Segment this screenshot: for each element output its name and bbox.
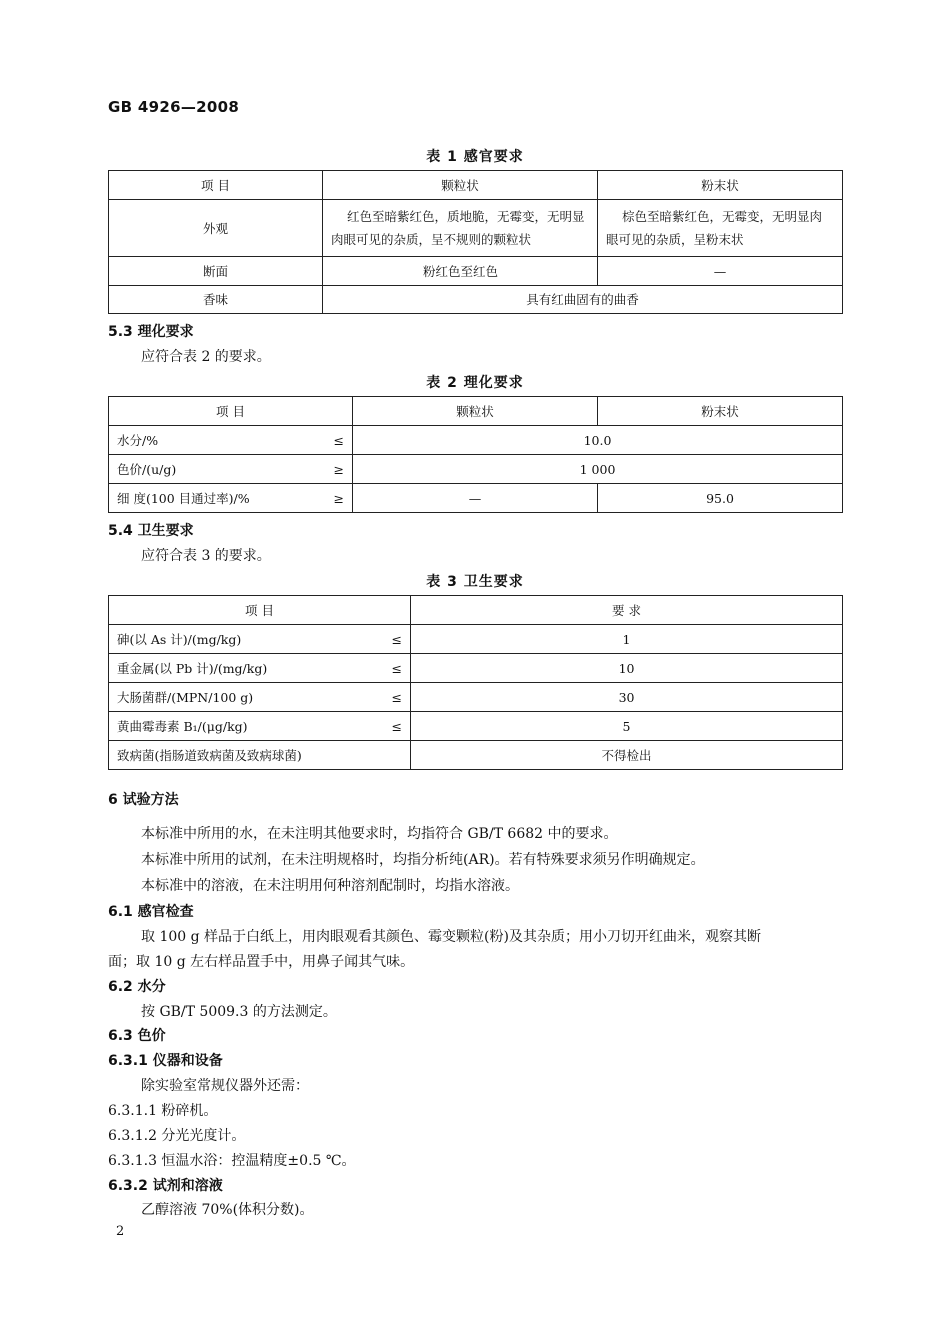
table3-row2-symbol: ≤ — [381, 654, 411, 683]
section-6-p3: 本标准中的溶液，在未注明用何种溶剂配制时，均指水溶液。 — [141, 878, 519, 894]
table2-row2-value: 1 000 — [353, 455, 843, 484]
table1-caption: 表 1 感官要求 — [426, 149, 524, 165]
section-6-3-2-title: 6.3.2 试剂和溶液 — [108, 1178, 223, 1194]
table2-row3-item: 细 度(100 目通过率)/% — [109, 484, 323, 513]
table3-row1-item: 砷(以 As 计)/(mg/kg) — [109, 625, 381, 654]
section-6-3-1-1: 6.3.1.1 粉碎机。 — [108, 1103, 218, 1119]
table1-row1-granular: 红色至暗紫红色，质地脆，无霉变，无明显肉眼可见的杂质，呈不规则的颗粒状 — [323, 200, 598, 257]
section-6-1-title: 6.1 感官检查 — [108, 904, 194, 920]
table3-row3-symbol: ≤ — [381, 683, 411, 712]
table3-row3-value: 30 — [411, 683, 843, 712]
table2-row3-symbol: ≥ — [323, 484, 353, 513]
section-5-4-title: 5.4 卫生要求 — [108, 523, 194, 539]
table3-row2-item: 重金属(以 Pb 计)/(mg/kg) — [109, 654, 381, 683]
table1-row3-item: 香味 — [109, 286, 323, 314]
section-6-3-1-2: 6.3.1.2 分光光度计。 — [108, 1128, 246, 1144]
section-6-2-text: 按 GB/T 5009.3 的方法测定。 — [141, 1004, 337, 1020]
table2-row3-powder: 95.0 — [598, 484, 843, 513]
section-6-3-1-text: 除实验室常规仪器外还需： — [141, 1078, 309, 1094]
table3-row4-item: 黄曲霉毒素 B₁/(μg/kg) — [109, 712, 381, 741]
table3-row1-value: 1 — [411, 625, 843, 654]
section-5-4-text: 应符合表 3 的要求。 — [141, 548, 271, 564]
table3-row4-symbol: ≤ — [381, 712, 411, 741]
table3-row5-value: 不得检出 — [411, 741, 843, 770]
section-6-1-line1: 取 100 g 样品于白纸上，用肉眼观看其颜色、霉变颗粒(粉)及其杂质；用小刀切开红曲米，观察其断 — [141, 929, 761, 945]
section-5-3-text: 应符合表 2 的要求。 — [141, 349, 271, 365]
table2-header-granular: 颗粒状 — [353, 397, 598, 426]
section-6-3-1-3: 6.3.1.3 恒温水浴：控温精度±0.5 ℃。 — [108, 1153, 356, 1169]
standard-header: GB 4926—2008 — [108, 98, 240, 116]
table3-row4-value: 5 — [411, 712, 843, 741]
table3-row1-symbol: ≤ — [381, 625, 411, 654]
table2-caption: 表 2 理化要求 — [426, 375, 524, 391]
page-number: 2 — [116, 1224, 125, 1239]
table1-header-granular: 颗粒状 — [323, 171, 598, 200]
table3-row2-value: 10 — [411, 654, 843, 683]
table3-header-item: 项 目 — [109, 596, 411, 625]
section-6-p1: 本标准中所用的水，在未注明其他要求时，均指符合 GB/T 6682 中的要求。 — [141, 826, 618, 842]
table1-header-item: 项 目 — [109, 171, 323, 200]
section-6-3-2-text: 乙醇溶液 70%(体积分数)。 — [141, 1202, 314, 1218]
section-6-2-title: 6.2 水分 — [108, 979, 166, 995]
table3-row3-item: 大肠菌群/(MPN/100 g) — [109, 683, 381, 712]
section-6-p2: 本标准中所用的试剂，在未注明规格时，均指分析纯(AR)。若有特殊要求须另作明确规定。 — [141, 852, 705, 868]
table1-header-powder: 粉末状 — [598, 171, 843, 200]
section-6-3-title: 6.3 色价 — [108, 1028, 166, 1044]
table3-caption: 表 3 卫生要求 — [426, 574, 524, 590]
section-6-3-1-title: 6.3.1 仪器和设备 — [108, 1053, 223, 1069]
table2-row2-item: 色价/(u/g) — [109, 455, 323, 484]
table2-row1-value: 10.0 — [353, 426, 843, 455]
table2-header-item: 项 目 — [109, 397, 353, 426]
table1-row2-granular: 粉红色至红色 — [323, 257, 598, 286]
table2-header-powder: 粉末状 — [598, 397, 843, 426]
table2 — [108, 396, 843, 513]
table1-row3-merged: 具有红曲固有的曲香 — [323, 286, 843, 314]
table1-row1-item: 外观 — [109, 200, 323, 257]
table1-row2-item: 断面 — [109, 257, 323, 286]
table2-row3-granular: — — [353, 484, 598, 513]
section-5-3-title: 5.3 理化要求 — [108, 324, 194, 340]
table3 — [108, 595, 843, 770]
table1 — [108, 170, 843, 314]
section-6-1-line2: 面；取 10 g 左右样品置手中，用鼻子闻其气味。 — [108, 954, 415, 970]
section-6-title: 6 试验方法 — [108, 792, 179, 808]
table2-row1-symbol: ≤ — [323, 426, 353, 455]
table2-row2-symbol: ≥ — [323, 455, 353, 484]
table1-row2-powder: — — [598, 257, 843, 286]
table3-header-requirement: 要 求 — [411, 596, 843, 625]
table2-row1-item: 水分/% — [109, 426, 323, 455]
table1-row1-powder: 棕色至暗紫红色，无霉变，无明显肉眼可见的杂质，呈粉末状 — [598, 200, 843, 257]
table3-row5-item: 致病菌(指肠道致病菌及致病球菌) — [109, 741, 411, 770]
